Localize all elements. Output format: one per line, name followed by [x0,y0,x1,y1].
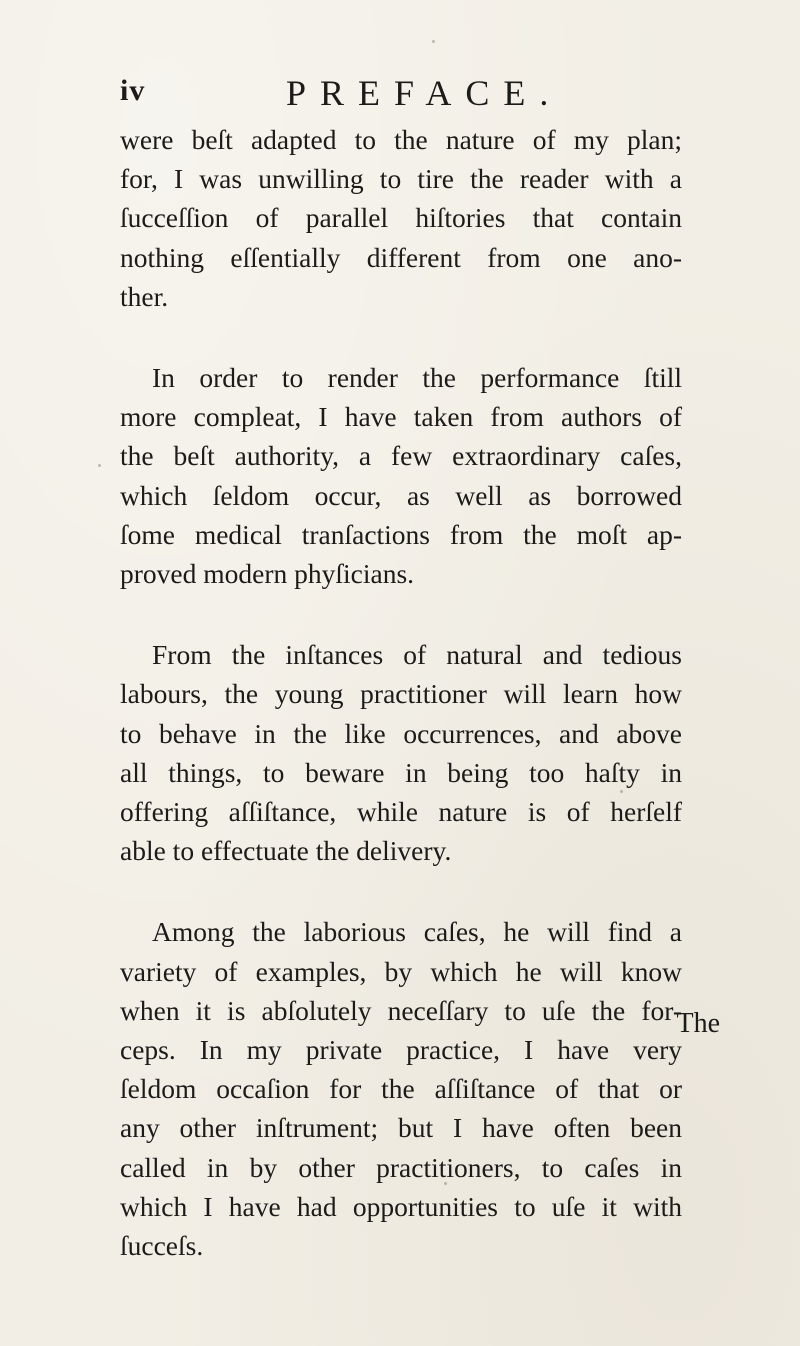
text-line: to behave in the like occurrences, and above [120,717,682,749]
paragraph-1 [120,120,682,316]
paragraph-3 [120,635,682,870]
paragraph-gap [120,870,682,912]
text-line: for, I was unwilling to tire the reader with a [120,163,682,195]
text-line: more compleat, I have taken from authors of [120,401,682,433]
text-line: variety of examples, by which he will know [120,955,682,987]
text-line: From the inſtances of natural and tedious [152,639,682,671]
catchword: The [676,1008,720,1039]
text-line: nothing eſſentially different from one ano- [120,241,682,273]
paragraph-2 [120,358,682,593]
text-line: able to effectuate the delivery. [120,835,452,867]
text-line: labours, the young practitioner will learn how [120,678,682,710]
text-line: In order to render the performance ſtill [152,362,682,394]
paper-speck [620,790,623,793]
text-line: when it is abſolutely neceſſary to uſe the for- [120,994,682,1026]
paper-speck [258,412,261,415]
paper-speck [98,464,101,467]
paper-speck [444,1182,447,1185]
text-line: offering aſſiſtance, while nature is of herſelf [120,796,682,828]
text-line: ceps. In my private practice, I have very [120,1034,682,1066]
text-line: called in by other practitioners, to caſes in [120,1151,682,1183]
text-line: ſome medical tranſactions from the moſt ap- [120,518,682,550]
text-line: proved modern phyſicians. [120,558,415,590]
text-line: ſeldom occaſion for the aſſiſtance of that or [120,1073,682,1105]
text-line: all things, to beware in being too haſty in [120,756,682,788]
text-line: ther. [120,280,169,312]
text-line: which I have had opportunities to uſe it with [120,1190,682,1222]
text-line: Among the laborious caſes, he will find a [152,916,682,948]
paragraph-4 [120,912,682,1265]
running-head [120,72,680,116]
text-line: the beſt authority, a few extraordinary caſes, [120,440,682,472]
text-line: ſucceſſion of parallel hiſtories that contain [120,202,682,234]
text-line: ſucceſs. [120,1230,204,1262]
running-title: PREFACE. [286,73,563,113]
body-text [120,120,682,1265]
text-line: were beſt adapted to the nature of my plan; [120,124,682,155]
page-number: iv [120,74,146,107]
paragraph-gap [120,593,682,635]
text-line: any other inſtrument; but I have often been [120,1112,682,1144]
text-line: which ſeldom occur, as well as borrowed [120,479,682,511]
paper-speck [432,40,435,43]
paragraph-gap [120,316,682,358]
